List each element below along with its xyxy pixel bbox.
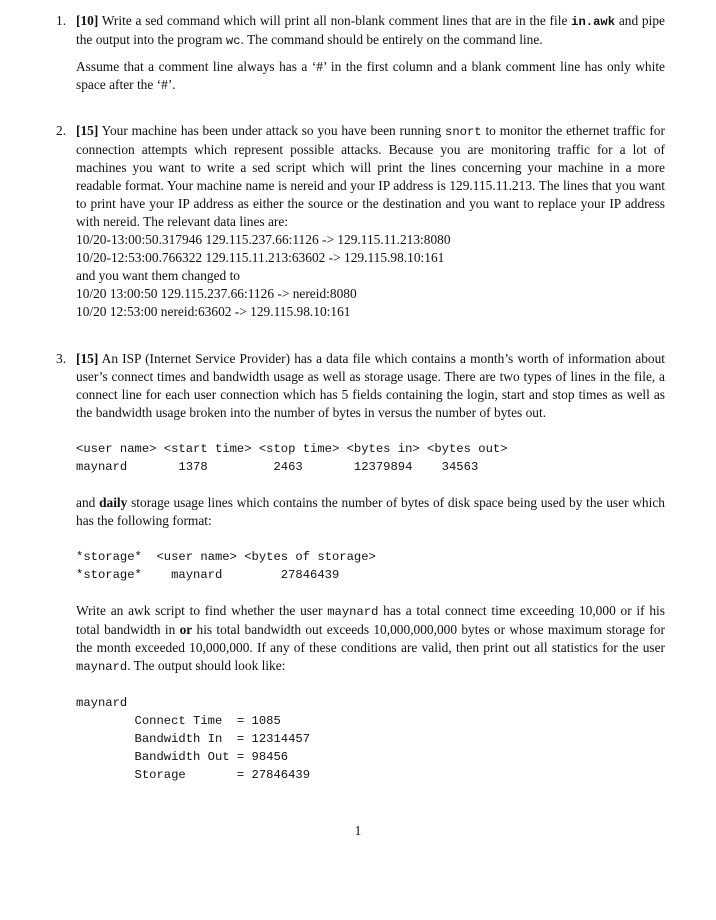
page-number: 1 bbox=[354, 823, 362, 838]
changed-intro: and you want them changed to bbox=[76, 268, 240, 283]
question-points: [15] bbox=[76, 351, 99, 366]
inline-code: wc bbox=[225, 34, 241, 48]
task-description: Write an awk script to find whether the user maynard has a total connect time exceeding 10,000 or if his total bandwidth in or his total bandwidth out exceeds 10,000,000,000 bytes or whose maximum storage for the month exceeded 10,000,000. If any of these conditions are valid, then print out all statistics for the user maynard. The output should look like: bbox=[76, 603, 665, 674]
output-row: Connect Time = 1085 bbox=[76, 714, 281, 728]
question-number: 3. bbox=[56, 351, 67, 366]
question-1-assumption: Assume that a comment line always has a ‘#’ in the first column and a blank comment line has only white space after the ‘#’. bbox=[76, 59, 665, 92]
connect-format-example: maynard 1378 2463 12379894 34563 bbox=[76, 460, 479, 474]
question-1-text: [10] Write a sed command which will print all non-blank comment lines that are in the file in.awk and pipe the output into the program wc. The command should be entirely on the command line. bbox=[76, 13, 665, 48]
connect-format-header: <user name> <start time> <stop time> <bytes in> <bytes out> bbox=[76, 442, 508, 456]
question-3-text: [15] An ISP (Internet Service Provider) has a data file which contains a month’s worth of information about user’s connect times and bandwidth usage as well as storage usage. There are two types of lines in the file, a connect line for each user connection which has 5 fields containing the login, start and stop times as well as the bandwidth usage broken into the number of bytes in versus the number of bytes out. bbox=[76, 351, 665, 420]
changed-line: 10/20 13:00:50 129.115.237.66:1126 -> nereid:8080 bbox=[76, 286, 357, 301]
storage-format-example: *storage* maynard 27846439 bbox=[76, 568, 340, 582]
data-line: 10/20-12:53:00.766322 129.115.11.213:63602 -> 129.115.98.10:161 bbox=[76, 250, 445, 265]
question-points: [15] bbox=[76, 123, 99, 138]
storage-format-header: *storage* <user name> <bytes of storage> bbox=[76, 550, 376, 564]
question-number: 1. bbox=[56, 13, 67, 28]
inline-code: snort bbox=[445, 125, 482, 139]
output-row: Storage = 27846439 bbox=[76, 768, 311, 782]
changed-line: 10/20 12:53:00 nereid:63602 -> 129.115.98.10:161 bbox=[76, 304, 351, 319]
question-points: [10] bbox=[76, 13, 99, 28]
inline-code: maynard bbox=[327, 605, 379, 619]
output-row: Bandwidth Out = 98456 bbox=[76, 750, 289, 764]
output-row: Bandwidth In = 12314457 bbox=[76, 732, 311, 746]
output-user: maynard bbox=[76, 696, 128, 710]
data-line: 10/20-13:00:50.317946 129.115.237.66:1126 -> 129.115.11.213:8080 bbox=[76, 232, 451, 247]
inline-code: maynard bbox=[76, 660, 128, 674]
storage-description: and daily storage usage lines which contains the number of bytes of disk space being used by the user which has the following format: bbox=[76, 495, 665, 528]
inline-code: in.awk bbox=[571, 15, 616, 29]
question-2-text: [15] Your machine has been under attack so you have been running snort to monitor the ethernet traffic for connection attempts which represent possible attacks. Because you are monitoring traffic for a lot of machines you want to write a sed script which will print the lines concerning your machine in a more readable format. Your machine name is nereid and your IP address is 129.115.11.213. The lines that you want to print have your IP address as either the source or the destination and you want to replace your IP address with nereid. The relevant data lines are: bbox=[76, 123, 665, 229]
question-number: 2. bbox=[56, 123, 67, 138]
